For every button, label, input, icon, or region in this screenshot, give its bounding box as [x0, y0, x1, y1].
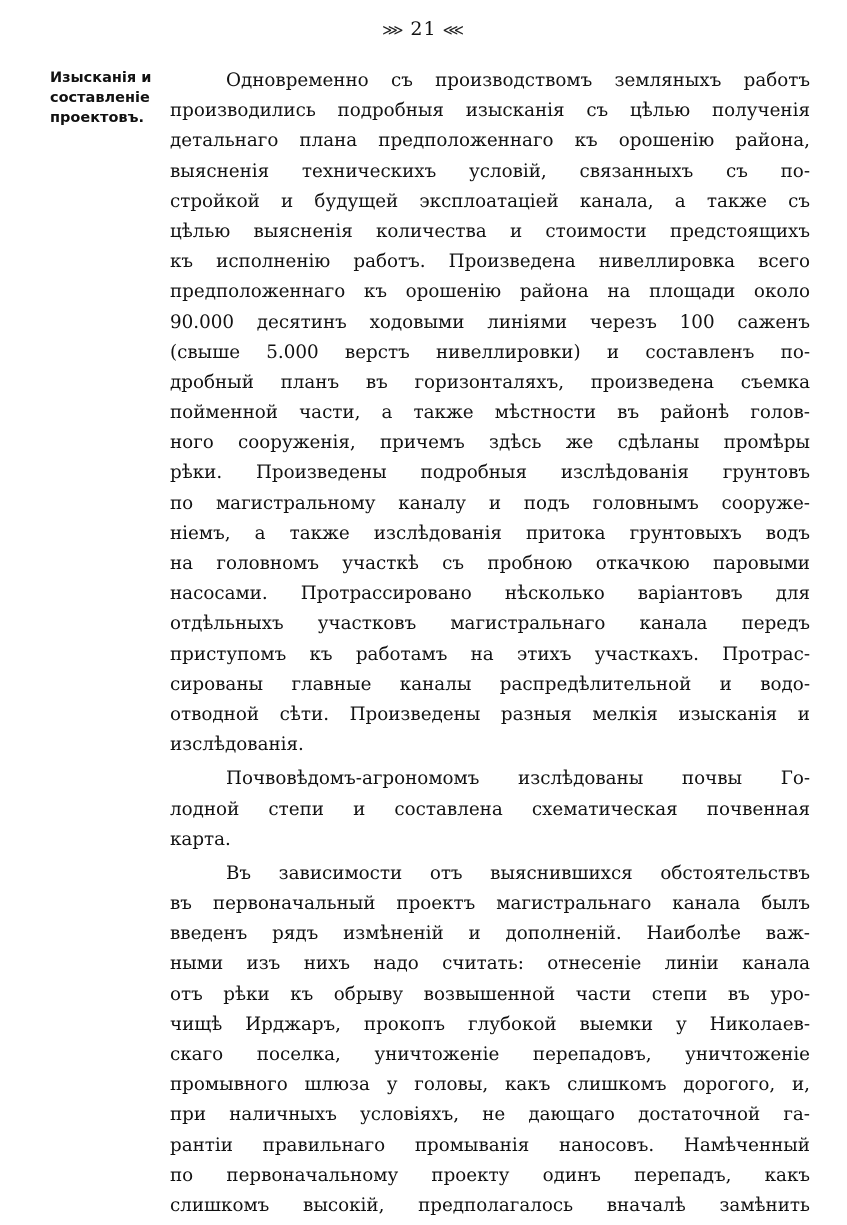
text-line: Почвовѣдомъ-агрономомъ изслѣдованы почвы Го-	[226, 768, 810, 790]
text-line: Въ зависимости отъ выяснившихся обстоятельствъ	[226, 862, 810, 884]
text-line: изслѣдованія.	[170, 734, 304, 756]
page-header	[0, 18, 847, 40]
text-line: ными изъ нихъ надо считать: отнесеніе линіи канала	[170, 953, 810, 975]
text-line: по магистральному каналу и подъ головнымъ сооруже-	[170, 492, 810, 514]
text-line: выясненія техническихъ условій, связанныхъ съ по-	[170, 160, 810, 182]
text-line: детальнаго плана предположеннаго къ орошенію района,	[170, 130, 810, 152]
text-line: (свыше 5.000 верстъ нивеллировки) и составленъ по-	[170, 341, 810, 363]
text-line: отводной сѣти. Произведены разныя мелкія изысканія и	[170, 703, 810, 725]
text-line: скаго поселка, уничтоженіе перепадовъ, уничтоженіе	[170, 1044, 810, 1065]
body-text	[170, 66, 810, 1225]
text-line: рѣки. Произведены подробныя изслѣдованія грунтовъ	[170, 462, 810, 484]
paragraph-2	[170, 764, 810, 855]
margin-note-line: проектовъ.	[50, 110, 144, 126]
paragraph-1	[170, 66, 810, 760]
text-line: Одновременно съ производствомъ земляныхъ работъ	[226, 70, 810, 91]
text-line: сированы главные каналы распредѣлительной и водо-	[170, 673, 810, 695]
text-line: по первоначальному проекту одинъ перепадъ, какъ	[170, 1164, 810, 1186]
text-line: приступомъ къ работамъ на этихъ участкахъ. Протрас-	[170, 643, 810, 665]
text-line: карта.	[170, 828, 231, 850]
text-line: на головномъ участкѣ съ пробною откачкою паровыми	[170, 553, 810, 574]
text-line: насосами. Протрассировано нѣсколько варіантовъ для	[170, 583, 810, 605]
text-line: пойменной части, а также мѣстности въ районѣ голов-	[170, 402, 810, 424]
page-number: 21	[410, 18, 437, 40]
paragraph-3	[170, 859, 810, 1221]
text-line: дробный планъ въ горизонталяхъ, произведена съемка	[170, 371, 810, 393]
text-line: отъ рѣки къ обрыву возвышенной части степи въ уро-	[170, 983, 810, 1005]
left-ornament-icon: ⋙	[382, 21, 405, 39]
text-line: промывного шлюза у головы, какъ слишкомъ дорогого, и,	[170, 1074, 810, 1096]
text-line: введенъ рядъ измѣненій и дополненій. Наиболѣе важ-	[170, 923, 810, 945]
margin-note-line: составленіе	[50, 90, 150, 106]
text-line: рантіи правильнаго промыванія наносовъ. Намѣченный	[170, 1134, 810, 1156]
text-line: лодной степи и составлена схематическая почвенная	[170, 798, 810, 820]
right-ornament-icon: ⋘	[442, 21, 465, 39]
text-line: цѣлью выясненія количества и стоимости предстоящихъ	[170, 220, 810, 242]
text-line: стройкой и будущей эксплоатаціей канала, а также съ	[170, 190, 810, 212]
text-line: слишкомъ высокій, предполагалось вначалѣ замѣнить	[170, 1194, 810, 1216]
margin-note	[50, 68, 175, 128]
text-line: къ исполненію работъ. Произведена нивеллировка всего	[170, 251, 810, 273]
text-line: чищѣ Ирджаръ, прокопъ глубокой выемки у Николаев-	[170, 1013, 810, 1035]
text-line: ніемъ, а также изслѣдованія притока грунтовыхъ водъ	[170, 522, 810, 544]
margin-note-line: Изысканія и	[50, 70, 152, 86]
text-line: отдѣльныхъ участковъ магистральнаго канала передъ	[170, 613, 810, 635]
text-line: при наличныхъ условіяхъ, не дающаго достаточной га-	[170, 1104, 810, 1126]
text-line: 90.000 десятинъ ходовыми линіями черезъ 100 саженъ	[170, 311, 810, 333]
text-line: производились подробныя изысканія съ цѣлью полученія	[170, 100, 810, 122]
text-line: въ первоначальный проектъ магистральнаго канала былъ	[170, 893, 810, 915]
text-line: ного сооруженія, причемъ здѣсь же сдѣланы промѣры	[170, 432, 810, 454]
text-line: предположеннаго къ орошенію района на площади около	[170, 281, 810, 303]
